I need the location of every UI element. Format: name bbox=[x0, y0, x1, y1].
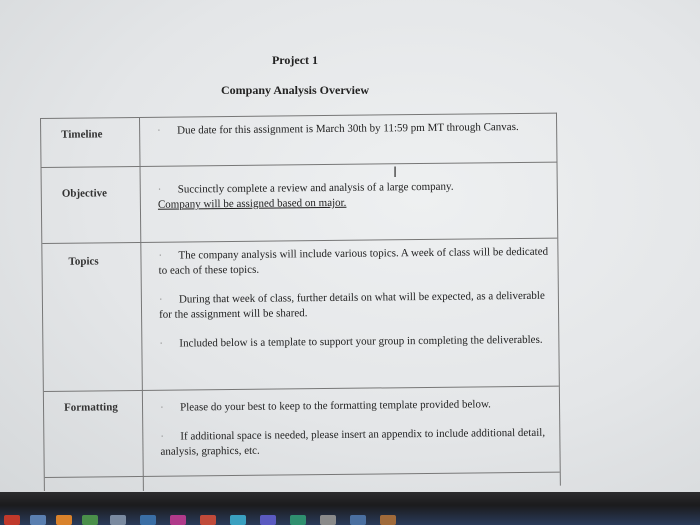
row-content-timeline[interactable] bbox=[157, 120, 548, 153]
row-content-topics[interactable] bbox=[158, 245, 550, 366]
row-label-formatting: Formatting bbox=[63, 401, 118, 414]
app-icon[interactable] bbox=[260, 515, 276, 525]
table-row-objective bbox=[42, 162, 558, 244]
app-icon[interactable] bbox=[290, 515, 306, 525]
row-label-topics: Topics bbox=[68, 255, 99, 268]
app-icon[interactable] bbox=[82, 515, 98, 525]
text-cursor-icon: I bbox=[393, 165, 398, 181]
table-row-topics bbox=[42, 238, 559, 392]
app-icon[interactable] bbox=[200, 515, 216, 525]
topics-text-2: During that week of class, further details on what will be expected, as a deliverable for the assignment will be shared. bbox=[159, 289, 545, 321]
app-icon[interactable] bbox=[56, 515, 72, 525]
row-label-objective: Objective bbox=[61, 187, 108, 200]
app-icon[interactable] bbox=[170, 515, 186, 525]
app-icon[interactable] bbox=[4, 515, 20, 525]
app-icon[interactable] bbox=[30, 515, 46, 525]
app-icon[interactable] bbox=[140, 515, 156, 525]
overview-table bbox=[40, 113, 561, 491]
table-row-timeline bbox=[41, 114, 556, 167]
bullet-icon: · bbox=[158, 293, 163, 306]
bullet-icon: · bbox=[160, 430, 165, 443]
table-row-formatting bbox=[44, 386, 560, 478]
timeline-text: Due date for this assignment is March 30th by 11:59 pm MT through Canvas. bbox=[177, 120, 519, 137]
taskbar-dock bbox=[0, 513, 700, 525]
page-title: Project 1 bbox=[271, 53, 319, 67]
row-content-formatting[interactable] bbox=[160, 397, 552, 474]
row-content-objective[interactable] bbox=[158, 179, 549, 227]
app-icon[interactable] bbox=[380, 515, 396, 525]
app-icon[interactable] bbox=[320, 515, 336, 525]
objective-text-1: Succinctly complete a review and analysis of a large company. bbox=[177, 180, 454, 196]
bullet-icon: · bbox=[159, 337, 164, 350]
page-subtitle: Company Analysis Overview bbox=[220, 83, 369, 97]
formatting-text-1: Please do your best to keep to the formatting template provided below. bbox=[179, 398, 491, 414]
row-label-timeline: Timeline bbox=[61, 128, 103, 141]
topics-text-1: The company analysis will include various topics. A week of class will be dedicated to each of these topics. bbox=[158, 245, 549, 277]
app-icon[interactable] bbox=[230, 515, 246, 525]
bullet-icon: · bbox=[157, 124, 161, 137]
bullet-icon: · bbox=[158, 249, 163, 262]
objective-text-2: Company will be assigned based on major. bbox=[157, 196, 347, 211]
bullet-icon: · bbox=[157, 183, 162, 196]
formatting-text-2: If additional space is needed, please insert an appendix to include additional detail, analysis, graphics, etc. bbox=[160, 426, 546, 458]
topics-text-3: Included below is a template to support your group in completing the deliverables. bbox=[179, 333, 543, 350]
bullet-icon: · bbox=[159, 401, 164, 414]
app-icon[interactable] bbox=[110, 515, 126, 525]
app-icon[interactable] bbox=[350, 515, 366, 525]
